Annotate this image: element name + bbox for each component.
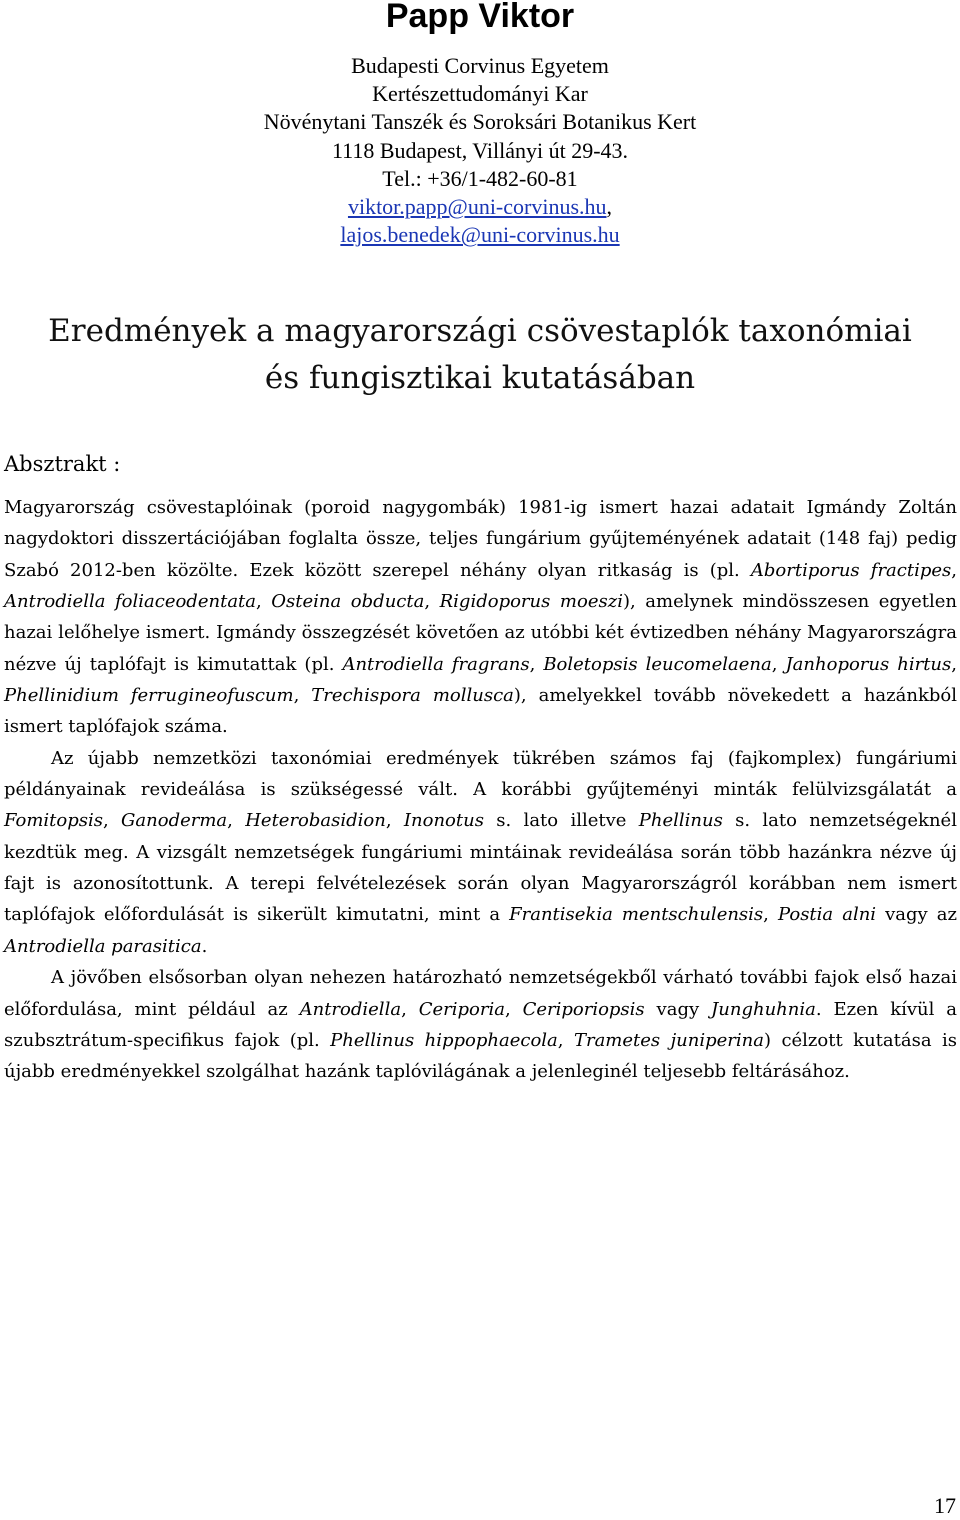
phone-line: Tel.: +36/1-482-60-81 bbox=[382, 165, 578, 191]
abstract-text-run: , bbox=[504, 998, 523, 1020]
title-line-1: Eredmények a magyarországi csövestaplók taxonómiai bbox=[48, 313, 912, 349]
title-line-2: és fungisztikai kutatásában bbox=[264, 360, 696, 396]
email-link-viktor[interactable]: viktor.papp@uni-corvinus.hu bbox=[347, 194, 607, 220]
faculty-line: Kertészettudományi Kar bbox=[372, 81, 588, 107]
taxon-name: Osteina obducta bbox=[271, 591, 425, 613]
paper-title bbox=[0, 308, 960, 402]
taxon-name: Abortiporus fractipes bbox=[750, 559, 952, 581]
abstract-paragraph-1 bbox=[4, 492, 957, 743]
abstract-text-run: , bbox=[385, 810, 404, 832]
abstract-text-run: . bbox=[201, 935, 208, 957]
taxon-name: Frantisekia mentschulensis bbox=[509, 904, 764, 926]
abstract-heading: Absztrakt : bbox=[4, 452, 121, 476]
taxon-name: Antrodiella bbox=[299, 998, 402, 1020]
abstract-text-run: , bbox=[557, 1029, 574, 1051]
taxon-name: Janhoporus hirtus bbox=[785, 653, 952, 675]
abstract-text-run: , bbox=[424, 591, 440, 613]
author-name: Papp Viktor bbox=[385, 0, 575, 35]
email-link-lajos[interactable]: lajos.benedek@uni-corvinus.hu bbox=[340, 222, 620, 248]
abstract-paragraph-2 bbox=[4, 743, 957, 962]
abstract-text-run: , bbox=[529, 653, 544, 675]
abstract-text-run: ) célzott kutatása is újabb eredményekkel szolgálhat hazánk taplóvilágának a jelenleginél teljesebb feltárásához. bbox=[4, 1029, 957, 1083]
abstract-text-run: vagy bbox=[644, 998, 712, 1020]
abstract-text-run: , bbox=[103, 810, 122, 832]
taxon-name: Heterobasidion bbox=[245, 810, 386, 832]
department-line: Növénytani Tanszék és Soroksári Botanikus Kert bbox=[263, 109, 697, 135]
taxon-name: Inonotus bbox=[403, 810, 484, 832]
university-line: Budapesti Corvinus Egyetem bbox=[351, 53, 609, 78]
taxon-name: Phellinus bbox=[638, 810, 723, 832]
taxon-name: Antrodiella parasitica bbox=[4, 935, 202, 957]
taxon-name: Antrodiella foliaceodentata bbox=[4, 591, 257, 613]
abstract-text-run: Az újabb nemzetközi taxonómiai eredmények tükrében számos faj (fajkomplex) fungáriumi példányainak revideálása is szükségessé vált. A korábbi gyűjteményi minták felülvizsgálatát a bbox=[4, 747, 957, 801]
abstract-text-run: , bbox=[256, 591, 272, 613]
abstract-text-run: . Ezen kívül a szubsztrátum-specifikus fajok (pl. bbox=[4, 998, 958, 1051]
abstract-text-run: , bbox=[951, 559, 958, 581]
taxon-name: Postia alni bbox=[777, 904, 877, 926]
email-line-2 bbox=[0, 221, 960, 249]
email-separator: , bbox=[606, 194, 613, 220]
abstract-text-run: s. lato illetve bbox=[483, 810, 639, 832]
taxon-name: Ceriporia bbox=[418, 998, 505, 1020]
taxon-name: Fomitopsis bbox=[4, 810, 103, 832]
abstract-text-run: , bbox=[951, 653, 957, 675]
abstract-text-run: ), amelynek mindösszesen egyetlen hazai lelőhelye ismert. Igmándy összegzését követően az utóbbi két évtizedben néhány Magyarországra nézve új taplófajt is kimutattak (pl. bbox=[4, 591, 958, 675]
abstract-paragraph-3 bbox=[4, 962, 957, 1087]
taxon-name: Trametes juniperina bbox=[573, 1029, 764, 1051]
taxon-name: Trechispora mollusca bbox=[311, 685, 514, 707]
taxon-name: Rigidoporus moeszi bbox=[439, 591, 623, 613]
affiliation-block bbox=[0, 52, 960, 249]
taxon-name: Antrodiella fragrans bbox=[342, 653, 530, 675]
abstract-text-run: Magyarország csövestaplóinak (poroid nagygombák) 1981-ig ismert hazai adatait Igmándy Zoltán nagydoktori disszertációjában foglalta össze, teljes fungárium gyűjteményének adatait (148 faj) pedig Szabó 2012-ben közölte. Ezek között szerepel néhány olyan ritkaság is (pl. bbox=[4, 497, 957, 581]
taxon-name: Ganoderma bbox=[121, 810, 228, 832]
abstract-text-run: A jövőben elsősorban olyan nehezen határozható nemzetségekből várható további fajok első hazai előfordulása, mint például az bbox=[4, 967, 957, 1020]
page-number: 17 bbox=[934, 1493, 956, 1518]
taxon-name: Phellinidium ferrugineofuscum bbox=[4, 685, 294, 707]
taxon-name: Phellinus hippophaecola bbox=[330, 1029, 558, 1051]
abstract-text-run: , bbox=[763, 904, 778, 926]
abstract-text-run: , bbox=[293, 685, 312, 707]
abstract-text-run: ), amelyekkel tovább növekedett a hazánkból ismert taplófajok száma. bbox=[4, 685, 957, 738]
email-line-1 bbox=[0, 193, 960, 221]
abstract-text-run: vagy az bbox=[876, 904, 957, 926]
taxon-name: Ceriporiopsis bbox=[522, 998, 645, 1020]
abstract-text-run: , bbox=[771, 653, 786, 675]
address-line: 1118 Budapest, Villányi út 29-43. bbox=[331, 137, 629, 163]
taxon-name: Junghuhnia bbox=[711, 998, 816, 1020]
abstract-body bbox=[4, 492, 957, 1088]
abstract-text-run: , bbox=[227, 810, 246, 832]
taxon-name: Boletopsis leucomelaena bbox=[543, 653, 772, 675]
abstract-text-run: s. lato nemzetségeknél kezdtük meg. A vizsgált nemzetségek fungáriumi mintáinak revideálása során több hazánkra nézve új fajt is azonosítottunk. A terepi felvételezések során olyan Magyarországról korábban nem ismert taplófajok előfordulását is sikerült kimutatni, mint a bbox=[4, 810, 957, 926]
abstract-text-run: , bbox=[401, 998, 419, 1020]
